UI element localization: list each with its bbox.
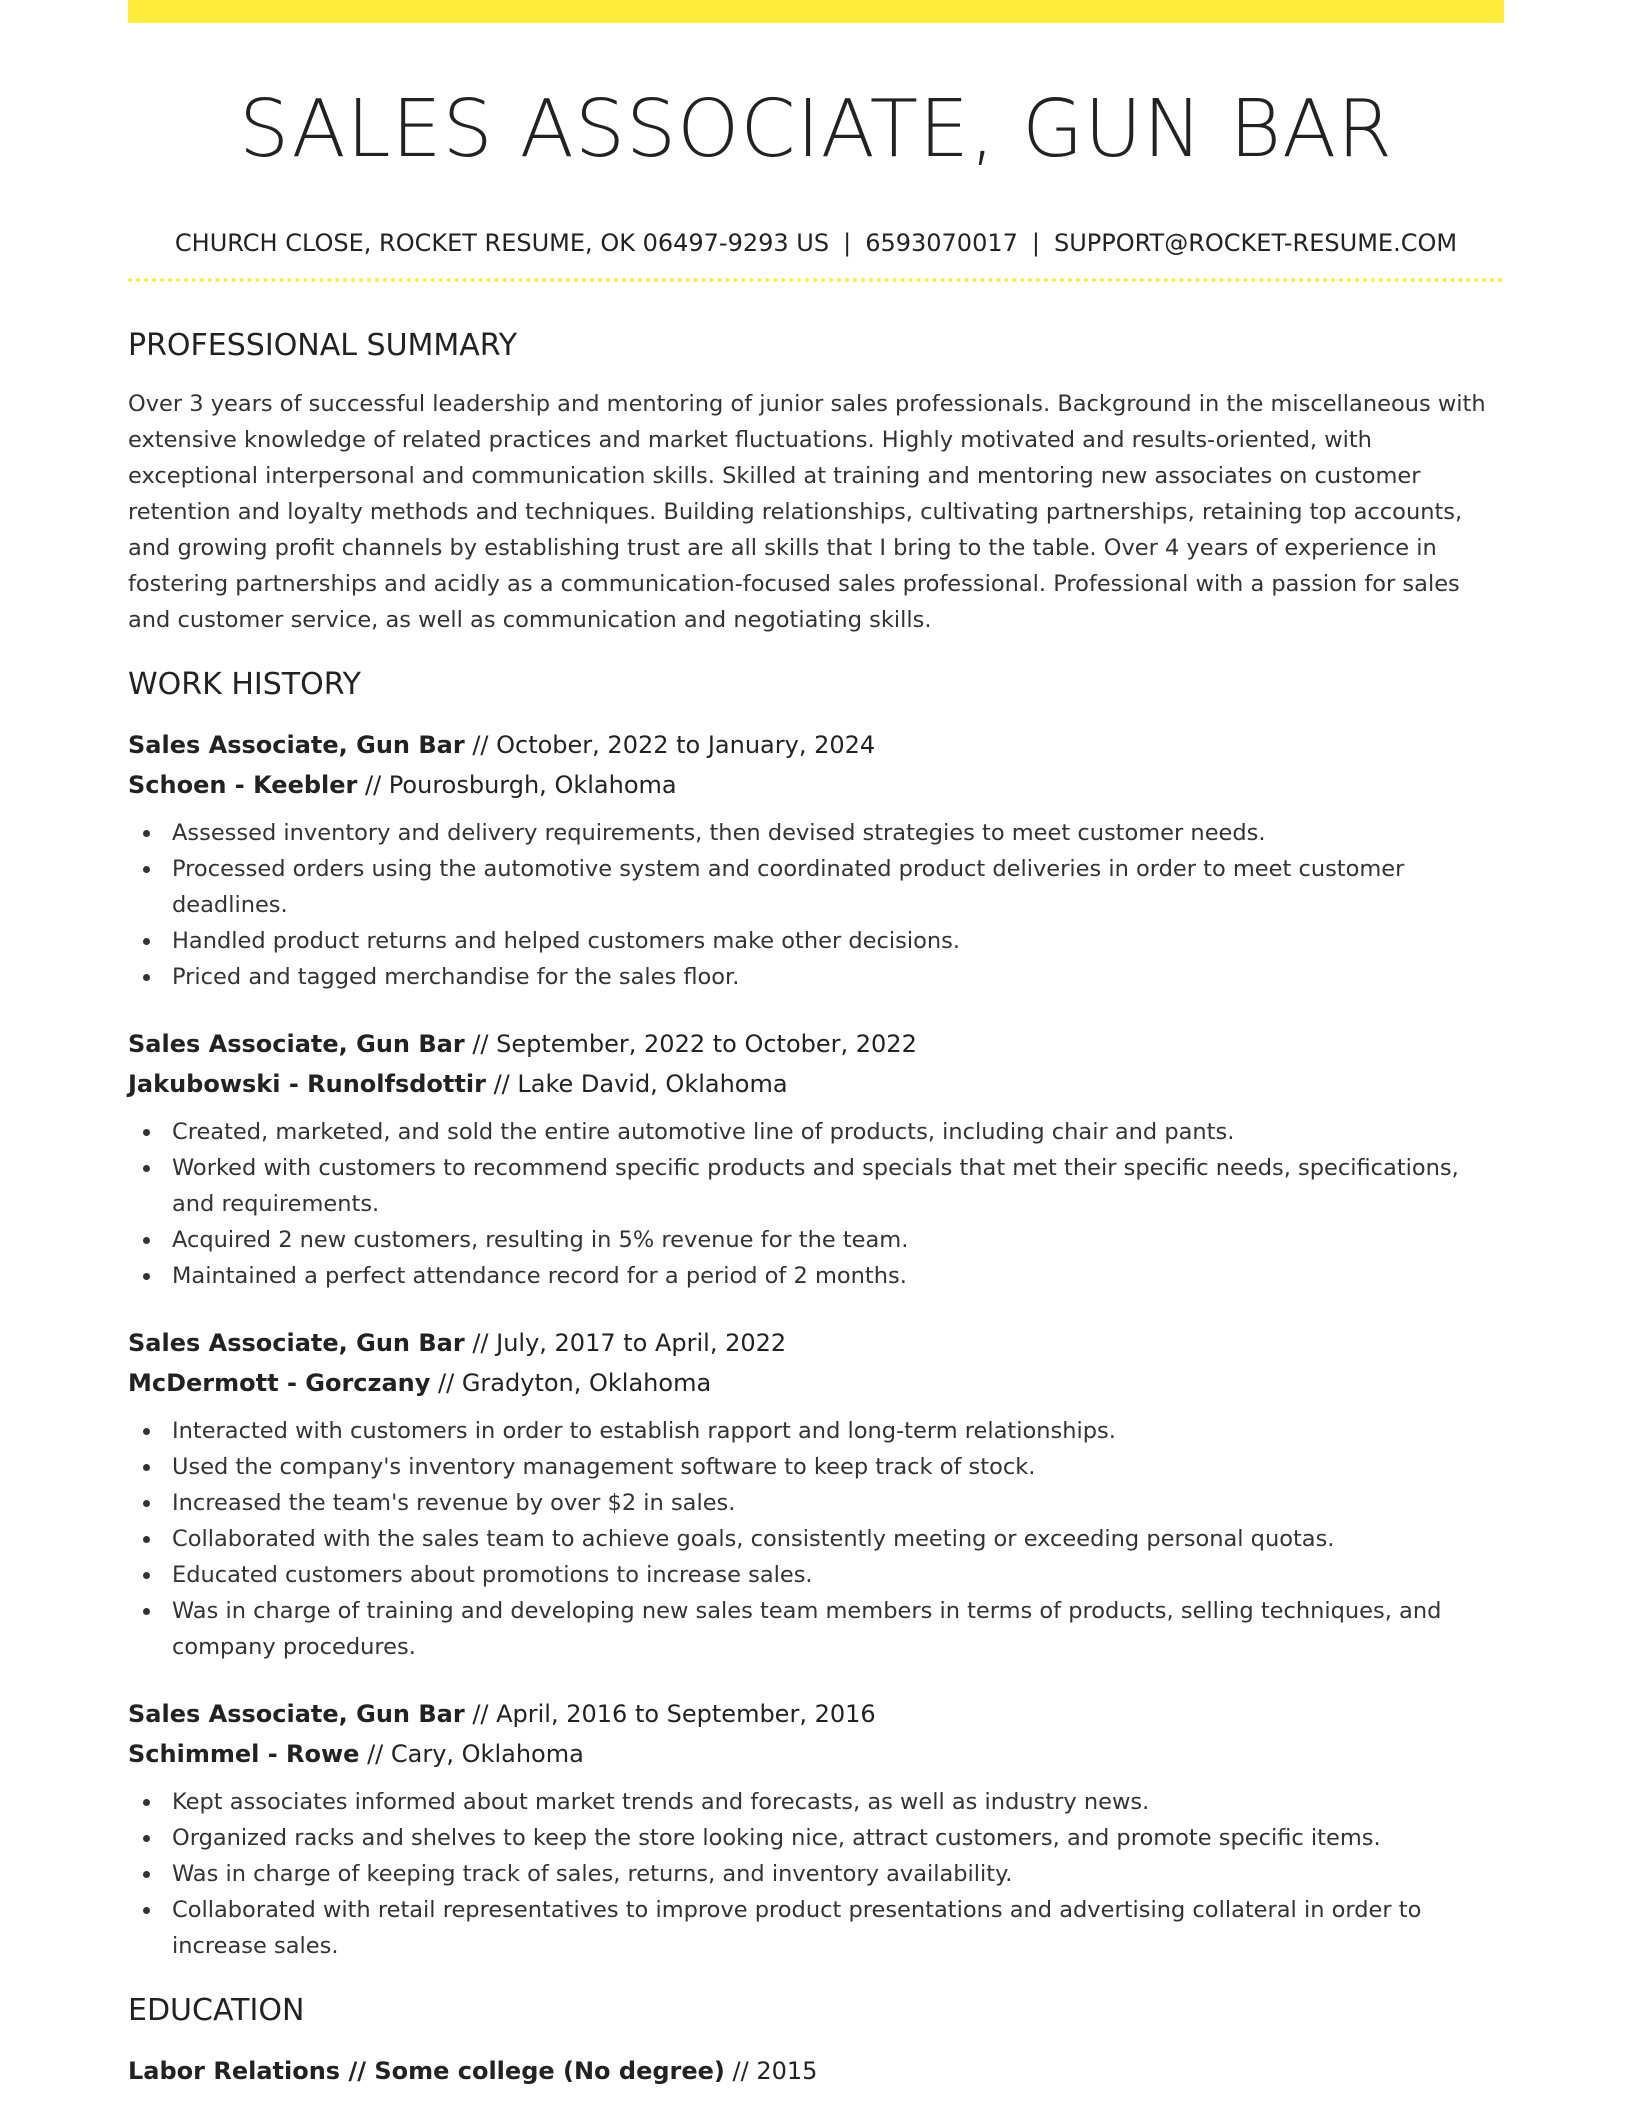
job-company: McDermott - Gorczany [128, 1369, 431, 1397]
bullet-item: Processed orders using the automotive system and coordinated product deliveries in order to meet customer deadlines. [172, 851, 1504, 923]
job-company-line [128, 765, 1504, 805]
job-title-line [128, 1024, 1504, 1064]
job-role: Sales Associate, Gun Bar [128, 1030, 465, 1058]
bullet-item: Organized racks and shelves to keep the store looking nice, attract customers, and promote specific items. [172, 1820, 1504, 1856]
bullet-item: Educated customers about promotions to increase sales. [172, 1557, 1504, 1593]
contact-line [128, 227, 1504, 259]
job-dates: // September, 2022 to October, 2022 [464, 1030, 917, 1058]
work-history-heading: WORK HISTORY [128, 667, 361, 702]
bullet-item: Was in charge of training and developing new sales team members in terms of products, selling techniques, and company procedures. [172, 1593, 1504, 1665]
job-company-line [128, 1064, 1504, 1104]
bullet-item: Interacted with customers in order to establish rapport and long-term relationships. [172, 1413, 1504, 1449]
education-heading: EDUCATION [128, 1993, 305, 2028]
education-degree: Labor Relations // Some college (No degree) [128, 2057, 725, 2085]
bullet-item: Kept associates informed about market trends and forecasts, as well as industry news. [172, 1784, 1504, 1820]
bullet-item: Increased the team's revenue by over $2 in sales. [172, 1485, 1504, 1521]
job-location: // Cary, Oklahoma [359, 1740, 584, 1768]
bullet-item: Handled product returns and helped customers make other decisions. [172, 923, 1504, 959]
bullet-item: Created, marketed, and sold the entire automotive line of products, including chair and pants. [172, 1114, 1504, 1150]
job-company-line [128, 1363, 1504, 1403]
job-company: Schoen - Keebler [128, 771, 358, 799]
accent-top-bar [128, 0, 1504, 23]
contact-phone: 6593070017 [865, 229, 1018, 257]
job-title-line [128, 1323, 1504, 1363]
job-role: Sales Associate, Gun Bar [128, 1329, 465, 1357]
job-company-line [128, 1734, 1504, 1774]
bullet-item: Acquired 2 new customers, resulting in 5% revenue for the team. [172, 1222, 1504, 1258]
job-dates: // October, 2022 to January, 2024 [464, 731, 876, 759]
job-entry [128, 1323, 1504, 1665]
job-role: Sales Associate, Gun Bar [128, 1700, 465, 1728]
job-company: Schimmel - Rowe [128, 1740, 360, 1768]
job-role: Sales Associate, Gun Bar [128, 731, 465, 759]
bullet-item: Was in charge of keeping track of sales, returns, and inventory availability. [172, 1856, 1504, 1892]
job-title-line [128, 725, 1504, 765]
bullet-item: Collaborated with the sales team to achieve goals, consistently meeting or exceeding personal quotas. [172, 1521, 1504, 1557]
bullet-item: Worked with customers to recommend specific products and specials that met their specific needs, specifications, and requirements. [172, 1150, 1504, 1222]
bullet-item: Used the company's inventory management software to keep track of stock. [172, 1449, 1504, 1485]
job-dates: // July, 2017 to April, 2022 [464, 1329, 787, 1357]
job-title-line [128, 1694, 1504, 1734]
bullet-item: Assessed inventory and delivery requirements, then devised strategies to meet customer needs. [172, 815, 1504, 851]
job-bullets [128, 1784, 1504, 1964]
summary-heading: PROFESSIONAL SUMMARY [128, 328, 518, 363]
contact-separator: | [1031, 229, 1040, 257]
bullet-item: Collaborated with retail representatives to improve product presentations and advertising collateral in order to increase sales. [172, 1892, 1504, 1964]
contact-email: SUPPORT@ROCKET-RESUME.COM [1053, 229, 1458, 257]
summary-text: Over 3 years of successful leadership and mentoring of junior sales professionals. Background in the miscellaneous with extensive knowledge of related practices and market fluctuations. Highly motivated and results-oriented, with exceptional interpersonal and communication skills. Skilled at training and mentoring new associates on customer retention and loyalty methods and techniques. Building relationships, cultivating partnerships, retaining top accounts, and growing profit channels by establishing trust are all skills that I bring to the table. Over 4 years of experience in fostering partnerships and acidly as a communication-focused sales professional. Professional with a passion for sales and customer service, as well as communication and negotiating skills. [128, 391, 1486, 633]
bullet-item: Priced and tagged merchandise for the sales floor. [172, 959, 1504, 995]
dotted-divider [128, 278, 1504, 282]
job-entry [128, 725, 1504, 995]
job-location: // Pourosburgh, Oklahoma [357, 771, 677, 799]
job-company: Jakubowski - Runolfsdottir [128, 1070, 486, 1098]
job-entry [128, 1694, 1504, 1964]
bullet-item: Maintained a perfect attendance record for a period of 2 months. [172, 1258, 1504, 1294]
job-location: // Lake David, Oklahoma [485, 1070, 788, 1098]
job-bullets [128, 815, 1504, 995]
job-bullets [128, 1114, 1504, 1294]
contact-address: CHURCH CLOSE, ROCKET RESUME, OK 06497-9293 US [174, 229, 830, 257]
job-entry [128, 1024, 1504, 1294]
job-dates: // April, 2016 to September, 2016 [464, 1700, 876, 1728]
job-location: // Gradyton, Oklahoma [430, 1369, 712, 1397]
education-entry [128, 2051, 1504, 2091]
education-year: // 2015 [724, 2057, 818, 2085]
resume-page [128, 0, 1504, 2091]
job-bullets [128, 1413, 1504, 1665]
contact-separator: | [843, 229, 852, 257]
resume-title: SALES ASSOCIATE, GUN BAR [238, 83, 1394, 175]
